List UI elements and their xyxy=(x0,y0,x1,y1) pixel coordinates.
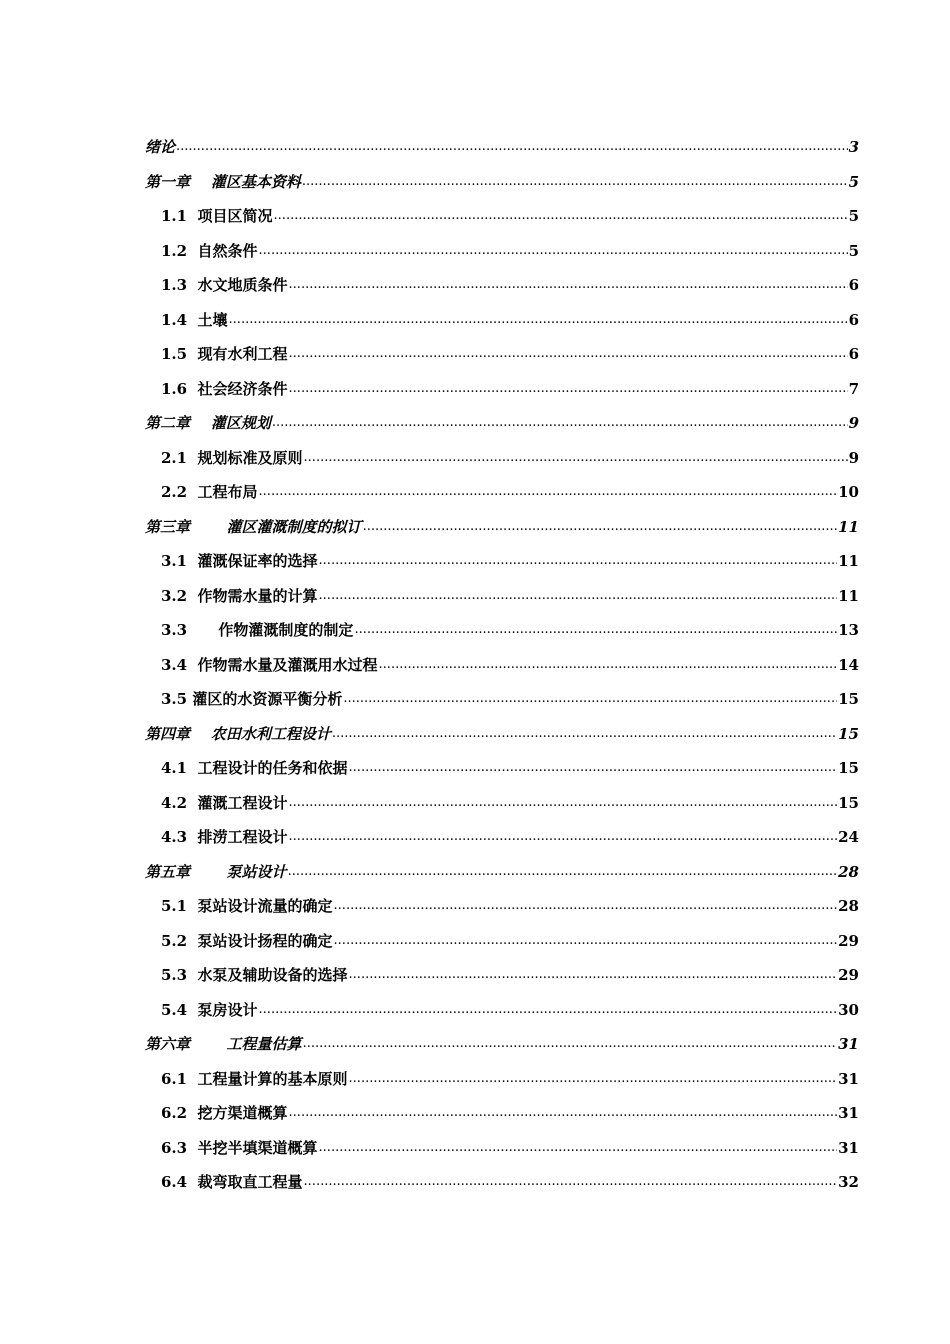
dot-leader xyxy=(334,889,838,924)
toc-entry-label: 1.5 现有水利工程 xyxy=(161,345,288,363)
toc-entry-label: 4.3 排涝工程设计 xyxy=(161,828,288,846)
dot-leader xyxy=(259,234,848,269)
dot-leader xyxy=(354,613,837,648)
toc-entry-label: 3.1 灌溉保证率的选择 xyxy=(161,552,318,570)
toc-entry-label: 1.3 水文地质条件 xyxy=(161,276,288,294)
dot-leader xyxy=(289,372,848,407)
toc-page-number: 29 xyxy=(838,966,859,984)
toc-page-number: 6 xyxy=(848,276,859,294)
toc-page-number: 7 xyxy=(848,379,859,398)
toc-entry-label: 3.3 作物灌溉制度的制定 xyxy=(161,621,354,639)
toc-entry-label: 5.4 泵房设计 xyxy=(161,1000,258,1019)
toc-section-entry[interactable] xyxy=(145,648,859,683)
toc-section-entry[interactable] xyxy=(145,958,859,993)
dot-leader xyxy=(288,855,838,890)
toc-page-number: 15 xyxy=(838,793,859,812)
dot-leader xyxy=(349,1062,838,1097)
toc-section-entry[interactable] xyxy=(145,1165,859,1200)
dot-leader xyxy=(229,303,848,338)
toc-page-number: 30 xyxy=(838,1000,859,1019)
dot-leader xyxy=(349,958,838,993)
toc-entry-label: 2.1 规划标准及原则 xyxy=(161,448,303,467)
toc-section-entry[interactable] xyxy=(145,579,859,614)
dot-leader xyxy=(289,337,848,372)
toc-entry-label: 4.1 工程设计的任务和依据 xyxy=(161,759,348,777)
dot-leader xyxy=(289,268,848,303)
toc-page-number: 31 xyxy=(838,1035,859,1053)
toc-section-entry[interactable] xyxy=(145,1062,859,1097)
toc-section-entry[interactable] xyxy=(145,751,859,786)
toc-entry-label: 第四章 农田水利工程设计 xyxy=(145,724,331,743)
toc-page-number: 3 xyxy=(848,138,859,156)
dot-leader xyxy=(343,682,837,717)
dot-leader xyxy=(289,786,838,821)
dot-leader xyxy=(289,1096,838,1131)
toc-chapter-entry[interactable] xyxy=(145,165,859,200)
toc-section-entry[interactable] xyxy=(145,337,859,372)
dot-leader xyxy=(302,165,848,200)
toc-section-entry[interactable] xyxy=(145,234,859,269)
toc-page-number: 32 xyxy=(838,1173,859,1191)
toc-entry-label: 1.4 土壤 xyxy=(161,310,228,329)
toc-chapter-entry[interactable] xyxy=(145,717,859,752)
toc-page-number: 5 xyxy=(848,241,859,260)
toc-chapter-entry[interactable] xyxy=(145,130,859,165)
toc-page-number: 14 xyxy=(838,655,859,674)
toc-section-entry[interactable] xyxy=(145,1096,859,1131)
toc-page-number: 5 xyxy=(848,172,859,191)
toc-page-number: 15 xyxy=(838,759,859,777)
toc-chapter-entry[interactable] xyxy=(145,406,859,441)
toc-page-number: 11 xyxy=(838,552,859,570)
toc-entry-label: 第二章 灌区规划 xyxy=(145,414,271,432)
toc-section-entry[interactable] xyxy=(145,613,859,648)
toc-entry-label: 1.6 社会经济条件 xyxy=(161,379,288,398)
toc-page-number: 6 xyxy=(848,345,859,363)
toc-section-entry[interactable] xyxy=(145,924,859,959)
toc-section-entry[interactable] xyxy=(145,268,859,303)
toc-page-number: 11 xyxy=(838,586,859,605)
toc-page-number: 31 xyxy=(838,1069,859,1088)
toc-section-entry[interactable] xyxy=(145,820,859,855)
toc-section-entry[interactable] xyxy=(145,372,859,407)
toc-page-number: 13 xyxy=(838,621,859,639)
toc-section-entry[interactable] xyxy=(145,993,859,1028)
toc-page-number: 11 xyxy=(838,517,859,536)
toc-chapter-entry[interactable] xyxy=(145,1027,859,1062)
toc-section-entry[interactable] xyxy=(145,441,859,476)
dot-leader xyxy=(176,130,848,165)
toc-entry-label: 第五章 泵站设计 xyxy=(145,862,287,881)
toc-page-number: 15 xyxy=(838,724,859,743)
dot-leader xyxy=(304,1165,838,1200)
toc-page-number: 31 xyxy=(838,1138,859,1157)
toc-page-number: 31 xyxy=(838,1104,859,1122)
toc-page-number: 10 xyxy=(838,483,859,501)
dot-leader xyxy=(304,441,848,476)
toc-page-number: 28 xyxy=(838,897,859,915)
toc-page-number: 9 xyxy=(848,414,859,432)
toc-entry-label: 2.2 工程布局 xyxy=(161,483,258,501)
toc-chapter-entry[interactable] xyxy=(145,855,859,890)
toc-page-number: 24 xyxy=(838,828,859,846)
dot-leader xyxy=(379,648,838,683)
toc-entry-label: 6.3 半挖半填渠道概算 xyxy=(161,1138,318,1157)
dot-leader xyxy=(303,1027,838,1062)
toc-section-entry[interactable] xyxy=(145,199,859,234)
toc-entry-label: 3.2 作物需水量的计算 xyxy=(161,586,318,605)
dot-leader xyxy=(319,544,838,579)
toc-entry-label: 6.1 工程量计算的基本原则 xyxy=(161,1069,348,1088)
dot-leader xyxy=(319,1131,838,1166)
toc-page-number: 6 xyxy=(848,310,859,329)
dot-leader xyxy=(272,406,848,441)
toc-page-number: 28 xyxy=(838,862,859,881)
toc-entry-label: 第一章 灌区基本资料 xyxy=(145,172,301,191)
toc-entry-label: 第三章 灌区灌溉制度的拟订 xyxy=(145,517,362,536)
toc-entry-label: 5.3 水泵及辅助设备的选择 xyxy=(161,966,348,984)
toc-entry-label: 5.1 泵站设计流量的确定 xyxy=(161,897,333,915)
toc-section-entry[interactable] xyxy=(145,682,859,717)
toc-page-number: 15 xyxy=(838,690,859,708)
toc-section-entry[interactable] xyxy=(145,786,859,821)
dot-leader xyxy=(259,993,838,1028)
dot-leader xyxy=(349,751,838,786)
toc-section-entry[interactable] xyxy=(145,1131,859,1166)
dot-leader xyxy=(319,579,838,614)
toc-entry-label: 1.2 自然条件 xyxy=(161,241,258,260)
toc-entry-label: 第六章 工程量估算 xyxy=(145,1035,302,1053)
toc-chapter-entry[interactable] xyxy=(145,510,859,545)
table-of-contents xyxy=(145,130,859,1200)
toc-page-number: 9 xyxy=(848,448,859,467)
toc-section-entry[interactable] xyxy=(145,475,859,510)
toc-entry-label: 绪论 xyxy=(145,138,176,156)
toc-page-number: 5 xyxy=(848,207,859,225)
toc-entry-label: 6.4 裁弯取直工程量 xyxy=(161,1173,303,1191)
toc-entry-label: 3.4 作物需水量及灌溉用水过程 xyxy=(161,655,378,674)
dot-leader xyxy=(332,717,837,752)
dot-leader xyxy=(289,820,838,855)
toc-entry-label: 1.1 项目区简况 xyxy=(161,207,273,225)
toc-section-entry[interactable] xyxy=(145,303,859,338)
dot-leader xyxy=(274,199,848,234)
toc-page-number: 29 xyxy=(838,931,859,950)
dot-leader xyxy=(259,475,838,510)
dot-leader xyxy=(363,510,838,545)
dot-leader xyxy=(334,924,838,959)
toc-entry-label: 5.2 泵站设计扬程的确定 xyxy=(161,931,333,950)
toc-section-entry[interactable] xyxy=(145,544,859,579)
toc-section-entry[interactable] xyxy=(145,889,859,924)
toc-entry-label: 3.5 灌区的水资源平衡分析 xyxy=(161,690,343,708)
toc-entry-label: 6.2 挖方渠道概算 xyxy=(161,1104,288,1122)
toc-entry-label: 4.2 灌溉工程设计 xyxy=(161,793,288,812)
